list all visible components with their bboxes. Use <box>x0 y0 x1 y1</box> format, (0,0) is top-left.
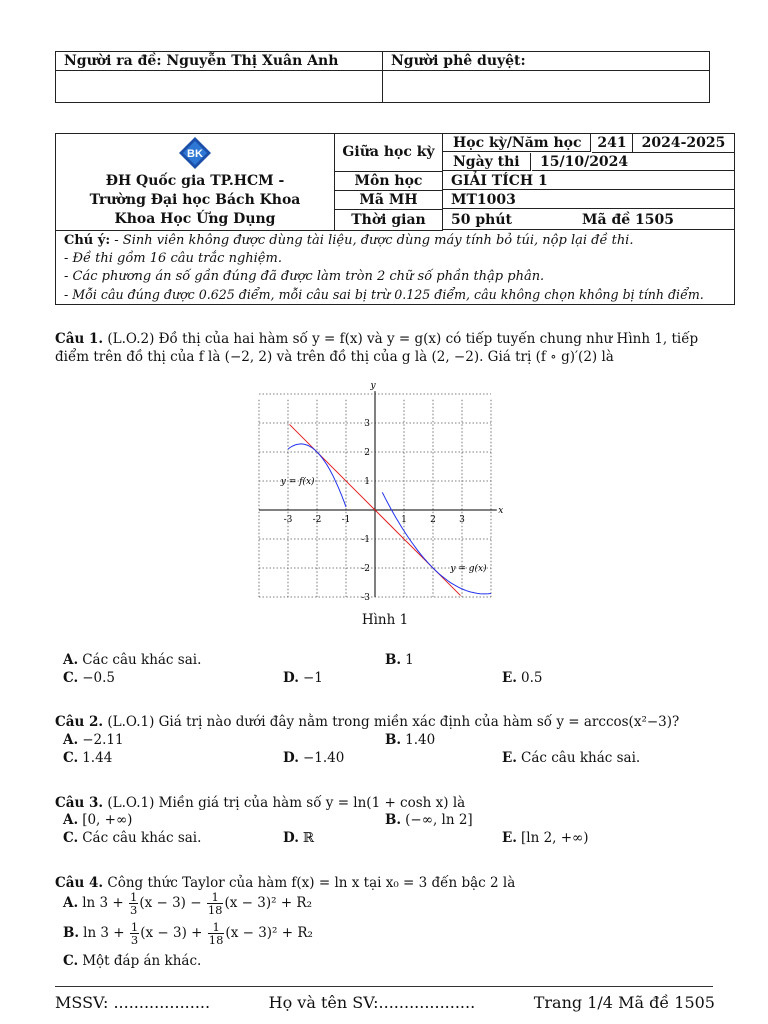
fraction: $\frac{1}{3}$ <box>130 920 139 947</box>
y-tick-label: 1 <box>364 477 370 487</box>
subject-value: GIẢI TÍCH 1 <box>443 172 734 190</box>
semester-label: Học kỳ/Năm học <box>443 134 591 152</box>
g-curve-label: y = g(x) <box>450 563 487 574</box>
q1-option-c[interactable]: C. −0.5 <box>63 670 115 686</box>
footer <box>55 993 715 1012</box>
footer-rule <box>55 986 713 987</box>
approver-cell: Người phê duyệt: <box>383 52 710 71</box>
question-2: Câu 2. (L.O.1) Giá trị nào dưới đây nằm trong miền xác định của hàm số y = arccos(x²−3)? <box>55 714 680 730</box>
y-axis-label: y <box>370 382 376 392</box>
figure-1 <box>250 382 506 600</box>
x-tick-label: -2 <box>312 515 322 525</box>
fraction: $\frac{1}{18}$ <box>208 920 224 947</box>
code-value: MT1003 <box>443 191 734 209</box>
question-label: Câu 1. <box>55 331 104 347</box>
q2-option-b[interactable]: B. 1.40 <box>385 732 436 748</box>
q4-option-a[interactable]: A. ln 3 + $\frac{1}{3}$ (x − 3) − $\frac{1}{18}$ (x − 3)² + R₂ <box>63 890 312 917</box>
q1-option-e[interactable]: E. 0.5 <box>502 670 543 686</box>
svg-text:BK: BK <box>187 148 203 160</box>
q3-option-b[interactable]: B. (−∞, ln 2] <box>385 812 473 828</box>
university-block <box>56 134 335 231</box>
question-text: (L.O.2) Đồ thị của hai hàm số y = f(x) và y = g(x) có tiếp tuyến chung như Hình 1, tiếp <box>107 331 699 347</box>
approver-sign-cell <box>383 71 710 103</box>
semester-value: 241 <box>592 134 633 153</box>
date-label: Ngày thi <box>443 153 531 171</box>
q2-option-c[interactable]: C. 1.44 <box>63 750 113 766</box>
y-tick-label: -3 <box>361 593 370 600</box>
q3-option-a[interactable]: A. [0, +∞) <box>63 812 133 828</box>
q3-option-c[interactable]: C. Các câu khác sai. <box>63 830 202 846</box>
student-id-field: MSSV: ................... <box>55 993 211 1012</box>
x-tick-label: -3 <box>283 515 293 525</box>
author-sign-cell <box>56 71 383 103</box>
q1-option-d[interactable]: D. −1 <box>283 670 323 686</box>
year-value: 2024-2025 <box>633 134 734 153</box>
notes <box>64 232 732 304</box>
faculty-name: Khoa Học Ứng Dụng <box>114 211 276 227</box>
approval-table <box>55 51 710 103</box>
x-tick-label: 3 <box>459 515 465 525</box>
date-value: 15/10/2024 <box>532 153 734 171</box>
notes-line2: - Đề thi gồm 16 câu trắc nghiệm. <box>64 251 282 266</box>
q3-option-e[interactable]: E. [ln 2, +∞) <box>502 830 589 846</box>
x-tick-label: 1 <box>401 515 407 525</box>
q1-option-a[interactable]: A. Các câu khác sai. <box>63 652 202 668</box>
exam-header <box>55 133 735 305</box>
y-tick-label: 3 <box>364 419 370 429</box>
f-curve-label: y = f(x) <box>280 476 315 487</box>
q4-option-b[interactable]: B. ln 3 + $\frac{1}{3}$ (x − 3) + $\frac{1}{18}$ (x − 3)² + R₂ <box>63 920 313 947</box>
question-4: Câu 4. Công thức Taylor của hàm f(x) = ln x tại x₀ = 3 đến bậc 2 là <box>55 875 516 891</box>
figure-caption: Hình 1 <box>361 612 409 628</box>
x-tick-label: 2 <box>430 515 436 525</box>
student-name-field: Họ và tên SV:................... <box>268 993 476 1012</box>
author-cell: Người ra đề: Nguyễn Thị Xuân Anh <box>56 52 383 71</box>
q3-option-d[interactable]: D. ℝ <box>283 830 315 846</box>
question-text-line2: điểm trên đồ thị của f là (−2, 2) và trên đồ thị của g là (2, −2). Giá trị (f ∘ g)′(2) là <box>55 349 614 365</box>
g-curve <box>382 492 491 594</box>
exam-type: Giữa học kỳ <box>335 134 443 172</box>
q2-option-e[interactable]: E. Các câu khác sai. <box>502 750 641 766</box>
y-tick-label: -2 <box>361 564 370 574</box>
q2-option-a[interactable]: A. −2.11 <box>63 732 124 748</box>
time-value: 50 phút <box>443 210 734 230</box>
notes-line1: - Sinh viên không được dùng tài liệu, được dùng máy tính bỏ túi, nộp lại đề thi. <box>114 233 634 248</box>
x-axis-label: x <box>498 506 504 516</box>
q1-option-b[interactable]: B. 1 <box>385 652 414 668</box>
x-tick-label: -1 <box>341 515 351 525</box>
y-tick-label: -1 <box>361 535 370 545</box>
fraction: $\frac{1}{3}$ <box>129 890 138 917</box>
q2-option-d[interactable]: D. −1.40 <box>283 750 345 766</box>
question-1 <box>55 330 735 366</box>
question-3: Câu 3. (L.O.1) Miền giá trị của hàm số y = ln(1 + cosh x) là <box>55 795 466 811</box>
university-line1: ĐH Quốc gia TP.HCM - <box>105 173 285 189</box>
page-info: Trang 1/4 Mã đề 1505 <box>533 993 715 1012</box>
university-line2: Trường Đại học Bách Khoa <box>89 192 301 208</box>
subject-label: Môn học <box>335 172 443 191</box>
notes-line4: - Mỗi câu đúng được 0.625 điểm, mỗi câu sai bị trừ 0.125 điểm, câu không chọn không bị tính điểm. <box>64 287 704 302</box>
axis-labels <box>280 382 504 600</box>
notes-title: Chú ý: <box>64 233 111 248</box>
q4-option-c[interactable]: C. Một đáp án khác. <box>63 953 202 969</box>
notes-line3: - Các phương án số gần đúng đã được làm tròn 2 chữ số phần thập phân. <box>64 269 545 284</box>
y-tick-label: 2 <box>364 448 370 458</box>
time-label: Thời gian <box>335 210 443 231</box>
fraction: $\frac{1}{18}$ <box>207 890 223 917</box>
university-logo <box>178 136 212 170</box>
exam-code: Mã đề 1505 <box>582 212 674 228</box>
code-label: Mã MH <box>335 191 443 210</box>
